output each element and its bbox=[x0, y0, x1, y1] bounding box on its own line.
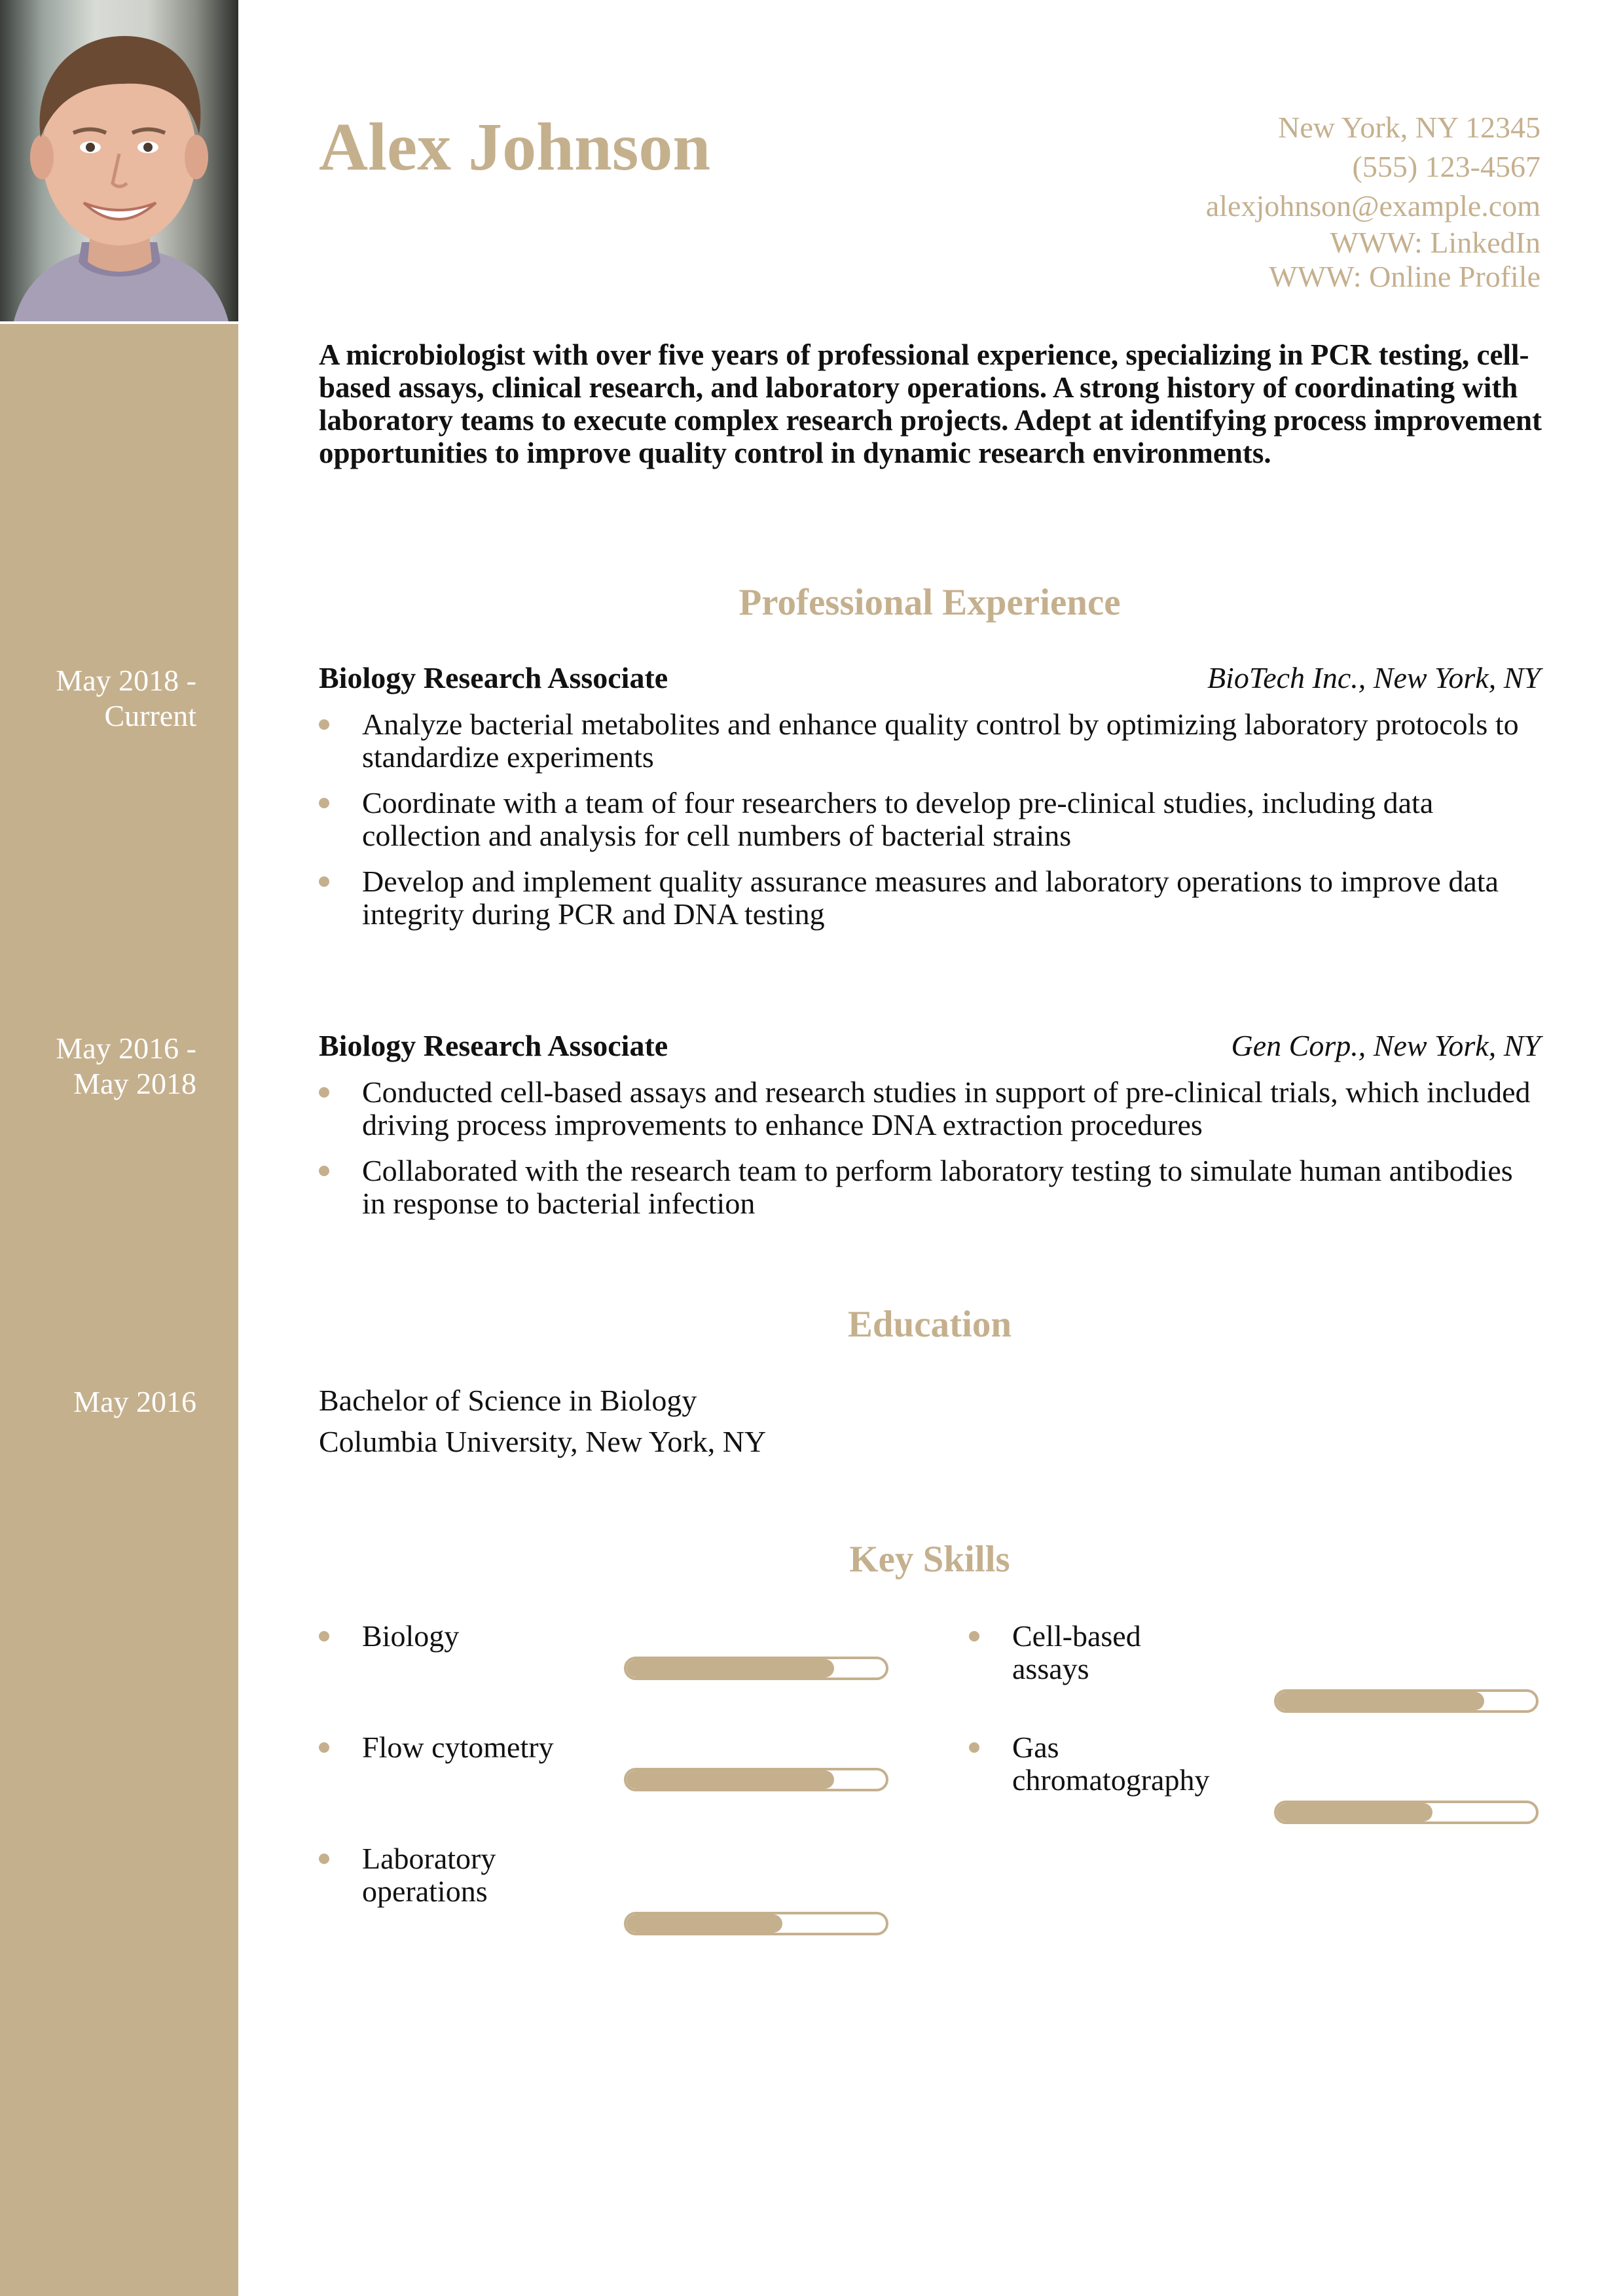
section-title-experience: Professional Experience bbox=[739, 582, 1121, 623]
bullet-text: Develop and implement quality assurance measures and laboratory operations to improve data integrity during PCR and DNA testing bbox=[362, 865, 1499, 931]
education-date: May 2016 bbox=[73, 1385, 196, 1418]
skill-level-fill bbox=[627, 1770, 834, 1789]
bullet-dot bbox=[319, 719, 329, 730]
skill-name: Laboratory operations bbox=[362, 1842, 496, 1908]
skill-item bbox=[319, 1842, 895, 1947]
education-school: Columbia University, New York, NY bbox=[319, 1425, 767, 1458]
bullet-text: Conducted cell-based assays and research studies in support of pre-clinical trials, which included driving process improvements to enhance DNA extraction procedures bbox=[362, 1075, 1531, 1141]
bullet-dot bbox=[319, 1166, 329, 1176]
job-dates: May 2016 - May 2018 bbox=[56, 1031, 196, 1100]
skill-item bbox=[969, 1620, 1545, 1725]
skill-level-fill bbox=[1277, 1692, 1484, 1710]
online-profile-link[interactable]: WWW: Online Profile bbox=[1269, 260, 1541, 293]
job-bullets bbox=[319, 1076, 1541, 1233]
skill-name: Cell-based assays bbox=[1012, 1619, 1141, 1685]
job-dates: May 2018 - Current bbox=[56, 664, 196, 732]
bullet-dot bbox=[319, 876, 329, 887]
candidate-name: Alex Johnson bbox=[319, 109, 711, 185]
bullet-text: Collaborated with the research team to perform laboratory testing to simulate human antibodies in response to bacterial infection bbox=[362, 1154, 1513, 1220]
linkedin-link[interactable]: WWW: LinkedIn bbox=[1330, 226, 1541, 259]
list-item bbox=[319, 865, 1541, 931]
bullet-text: Analyze bacterial metabolites and enhance quality control by optimizing laboratory protocols to standardize experiments bbox=[362, 708, 1519, 774]
skill-level-bar bbox=[624, 1912, 888, 1935]
skill-level-bar bbox=[1274, 1801, 1539, 1824]
bullet-dot bbox=[319, 1087, 329, 1098]
list-item bbox=[319, 787, 1541, 852]
skill-level-bar bbox=[624, 1657, 888, 1680]
summary-paragraph: A microbiologist with over five years of professional experience, specializing in PCR testing, cell-based assays, clinical research, and laboratory operations. A strong history of coordinating with laboratory teams to execute complex research projects. Adept at identifying process improvement opportunities to improve quality control in dynamic research environments. bbox=[319, 338, 1542, 469]
skill-level-fill bbox=[627, 1659, 834, 1677]
phone-text: (555) 123-4567 bbox=[1352, 150, 1541, 183]
skill-item bbox=[969, 1731, 1545, 1836]
education-degree: Bachelor of Science in Biology bbox=[319, 1384, 697, 1417]
bullet-dot bbox=[969, 1742, 979, 1753]
list-item bbox=[319, 1155, 1541, 1220]
bullet-dot bbox=[319, 1742, 329, 1753]
section-title-education: Education bbox=[847, 1304, 1012, 1345]
bullet-text: Coordinate with a team of four researchers to develop pre-clinical studies, including data collection and analysis for cell numbers of bacterial strains bbox=[362, 786, 1434, 852]
sidebar bbox=[0, 0, 238, 2296]
skill-level-bar bbox=[624, 1768, 888, 1791]
skill-level-fill bbox=[1277, 1803, 1432, 1821]
address-text: New York, NY 12345 bbox=[1278, 111, 1541, 144]
bullet-dot bbox=[319, 798, 329, 808]
skill-name: Biology bbox=[362, 1619, 460, 1653]
section-title-skills: Key Skills bbox=[849, 1539, 1010, 1580]
skill-level-fill bbox=[627, 1914, 782, 1933]
job-title: Biology Research Associate bbox=[319, 661, 668, 694]
bullet-dot bbox=[319, 1631, 329, 1641]
skill-name: Gas chromatography bbox=[1012, 1731, 1210, 1797]
email-link[interactable]: alexjohnson@example.com bbox=[1205, 189, 1541, 223]
skill-item bbox=[319, 1731, 895, 1836]
profile-photo bbox=[0, 0, 238, 324]
job-company: Gen Corp., New York, NY bbox=[1231, 1029, 1541, 1062]
bullet-dot bbox=[319, 1854, 329, 1864]
job-company: BioTech Inc., New York, NY bbox=[1207, 661, 1541, 694]
job-bullets bbox=[319, 708, 1541, 944]
job-title: Biology Research Associate bbox=[319, 1029, 668, 1062]
skill-item bbox=[319, 1620, 895, 1725]
list-item bbox=[319, 1076, 1541, 1141]
list-item bbox=[319, 708, 1541, 774]
contact-info bbox=[1206, 108, 1541, 294]
skill-name: Flow cytometry bbox=[362, 1731, 554, 1764]
skill-level-bar bbox=[1274, 1689, 1539, 1713]
bullet-dot bbox=[969, 1631, 979, 1641]
